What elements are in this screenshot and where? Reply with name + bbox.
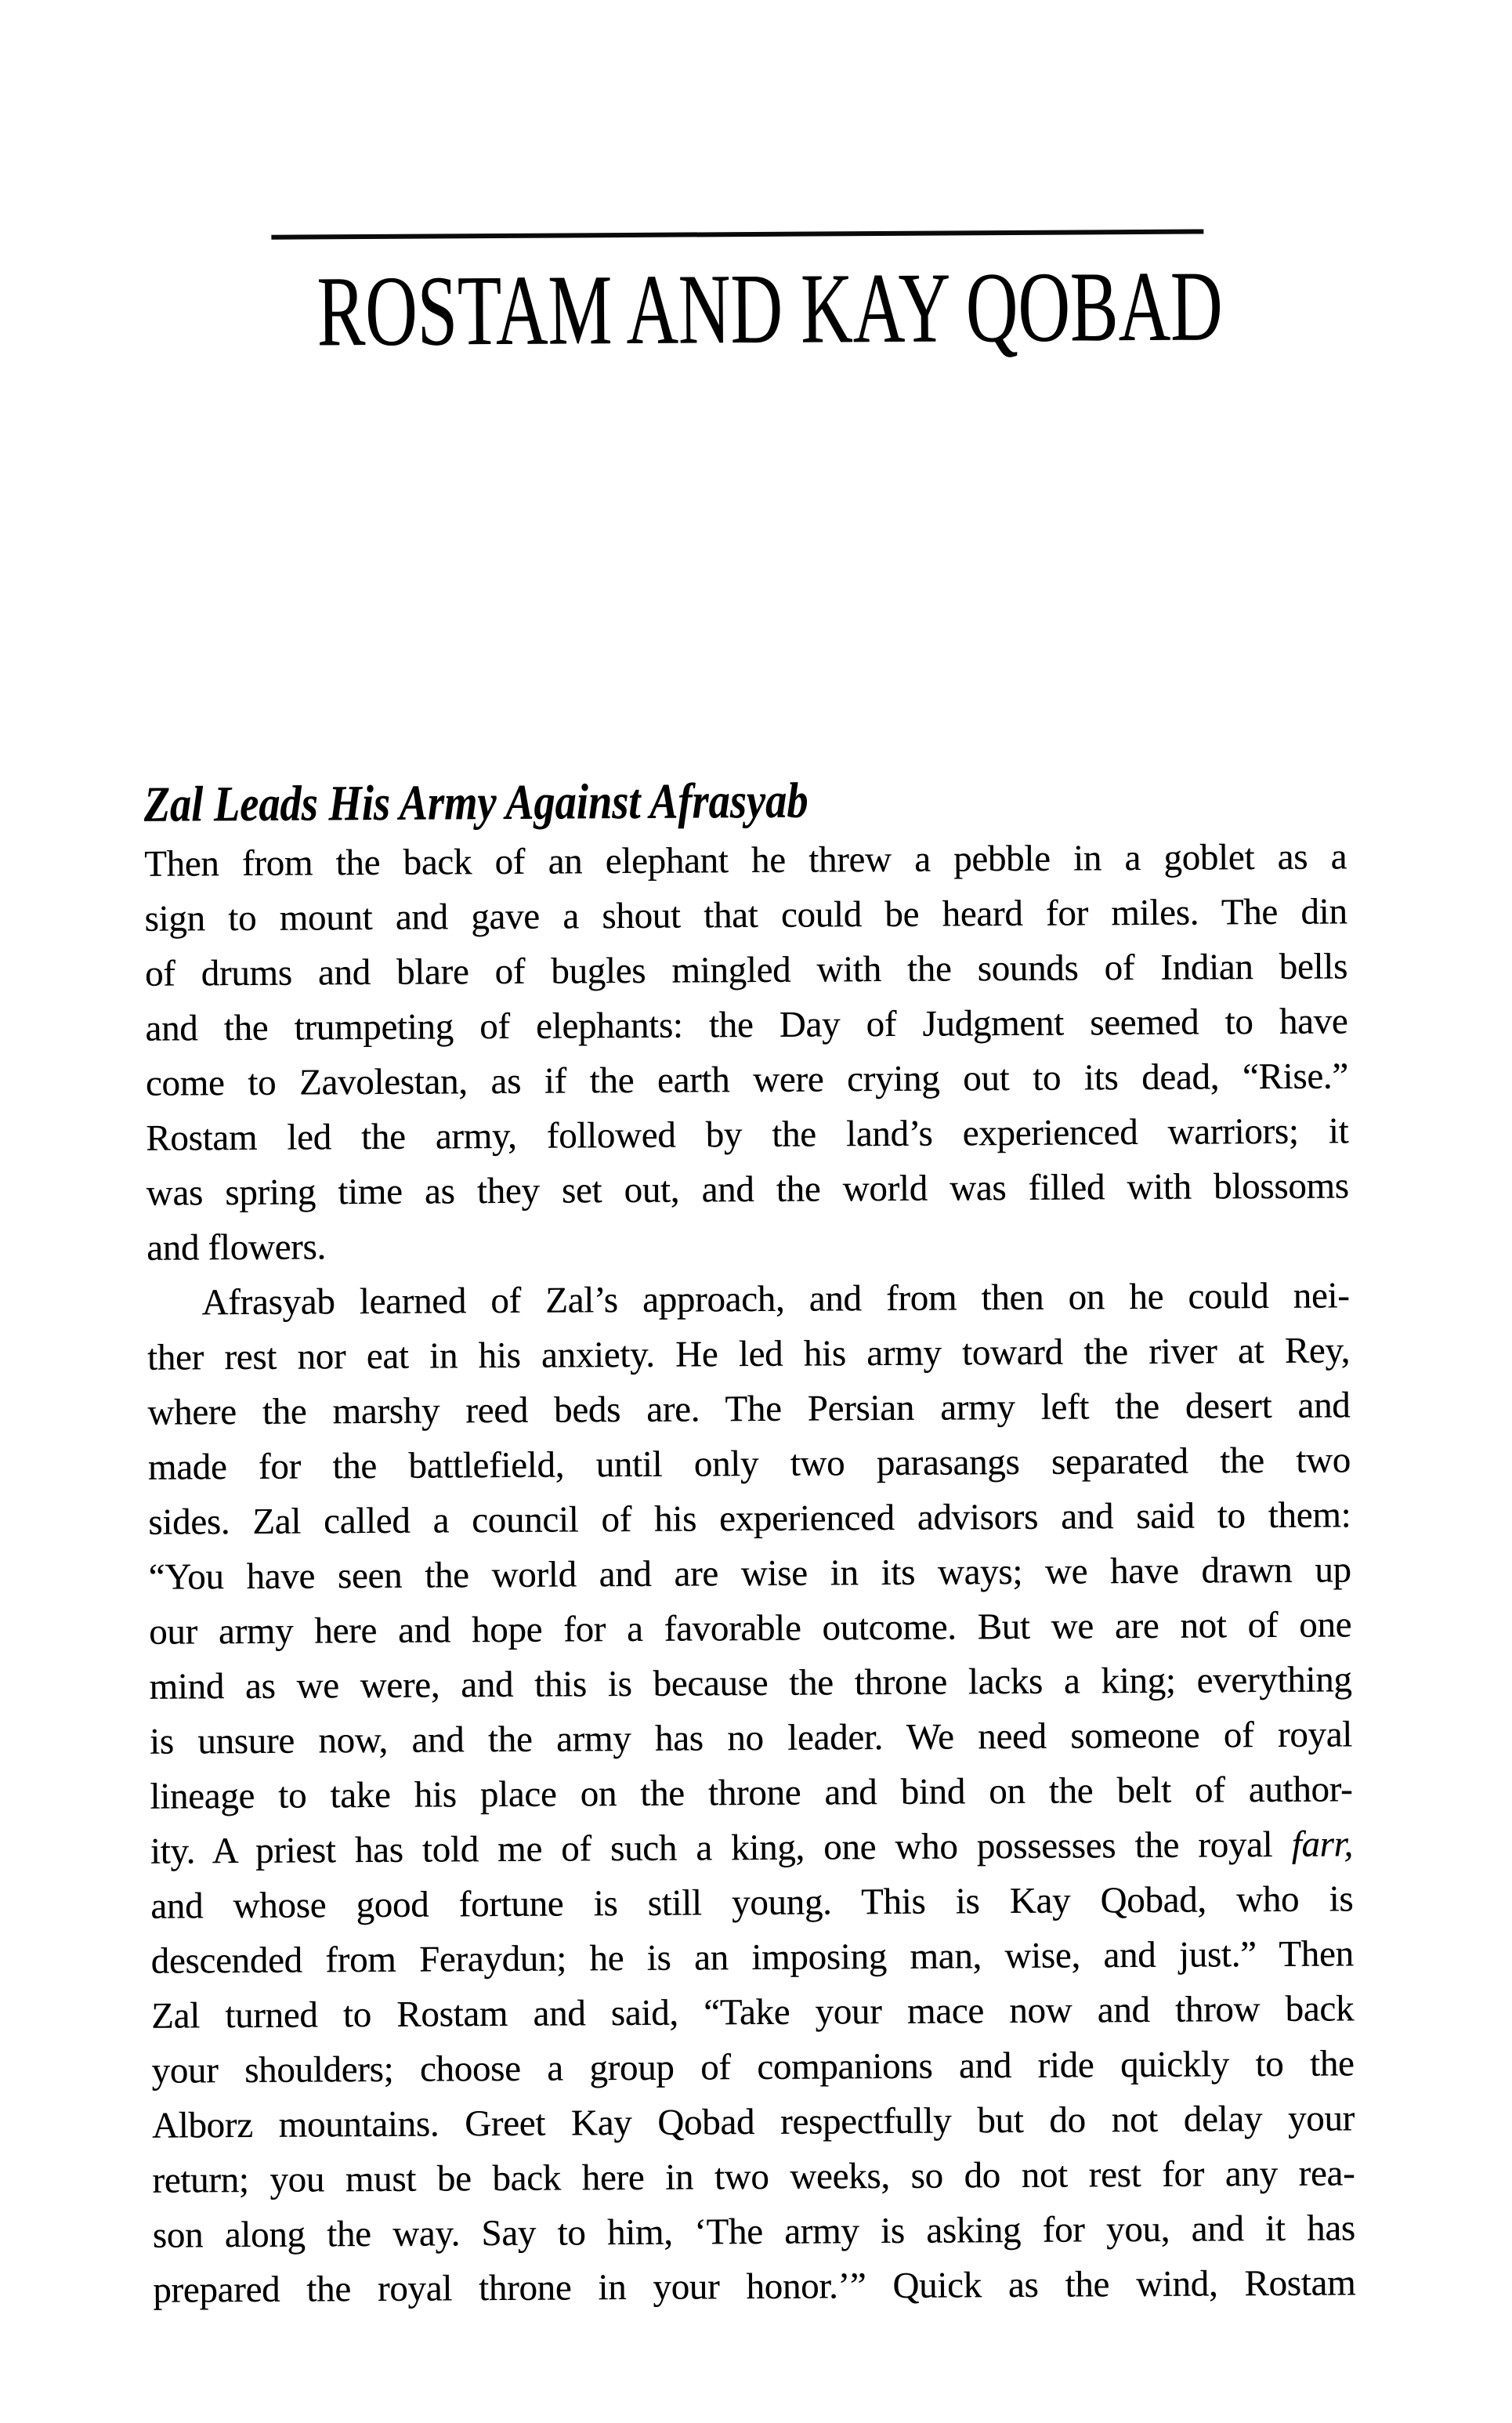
text-line: mind as we were, and this is because the throne lacks a king; everything: [149, 1659, 1352, 1708]
text-line: return; you must be back here in two weeks, so do not rest for any rea-: [152, 2153, 1355, 2201]
text-line: lineage to take his place on the throne and bind on the belt of author-: [150, 1769, 1353, 1817]
text-line: descended from Feraydun; he is an imposing man, wise, and just.” Then: [150, 1933, 1354, 1982]
text-line: and whose good fortune is still young. This is Kay Qobad, who is: [150, 1878, 1354, 1927]
text-line: made for the battlefield, until only two parasangs separated the two: [147, 1440, 1351, 1488]
text-line: Then from the back of an elephant he threw a pebble in a goblet as a: [144, 836, 1347, 885]
text-line: ther rest nor eat in his anxiety. He led his army toward the river at Rey,: [146, 1330, 1351, 1378]
text-line: sign to mount and gave a shout that could be heard for miles. The din: [144, 891, 1347, 940]
text-line: is unsure now, and the army has no leader. We need someone of royal: [149, 1714, 1353, 1762]
text-line: Alborz mountains. Greet Kay Qobad respectfully but do not delay your: [151, 2098, 1355, 2146]
text-line: “You have seen the world and are wise in its ways; we have drawn up: [148, 1549, 1351, 1598]
text-line: was spring time as they set out, and the world was filled with blossoms: [146, 1165, 1349, 1214]
chapter-title: [141, 250, 1344, 368]
body-text: [144, 829, 1356, 2317]
section-heading-text: Zal Leads His Army Against Afrasyab: [143, 772, 808, 832]
text-line: Rostam led the army, followed by the land’s experienced warriors; it: [146, 1110, 1349, 1159]
text-line: of drums and blare of bugles mingled with the sounds of Indian bells: [144, 946, 1348, 994]
text-line: where the marshy reed beds are. The Persian army left the desert and: [147, 1385, 1351, 1433]
text-line: son along the way. Say to him, ‘The army is asking for you, and it has: [152, 2208, 1356, 2256]
text-line: and the trumpeting of elephants: the Day of Judgment seemed to have: [145, 1001, 1348, 1049]
text-line: prepared the royal throne in your honor.’” Quick as the wind, Rostam: [153, 2262, 1356, 2311]
text-line: our army here and hope for a favorable outcome. But we are not of one: [149, 1604, 1352, 1653]
text-line: your shoulders; choose a group of companions and ride quickly to the: [151, 2043, 1355, 2092]
text-line: and flowers.: [146, 1226, 327, 1269]
chapter-title-text: ROSTAM AND KAY QOBAD: [317, 250, 1224, 368]
text-line: ity. A priest has told me of such a king, one who possesses the royal farr,: [150, 1824, 1354, 1872]
section-heading: [143, 772, 1347, 832]
text-line: Afrasyab learned of Zal’s approach, and from then on he could nei-: [201, 1275, 1350, 1324]
text-line: sides. Zal called a council of his experienced advisors and said to them:: [148, 1494, 1351, 1543]
text-line: come to Zavolestan, as if the earth were crying out to its dead, “Rise.”: [145, 1056, 1349, 1104]
text-line: Zal turned to Rostam and said, “Take your mace now and throw back: [151, 1988, 1355, 2037]
chapter-title-rule: [271, 229, 1203, 239]
